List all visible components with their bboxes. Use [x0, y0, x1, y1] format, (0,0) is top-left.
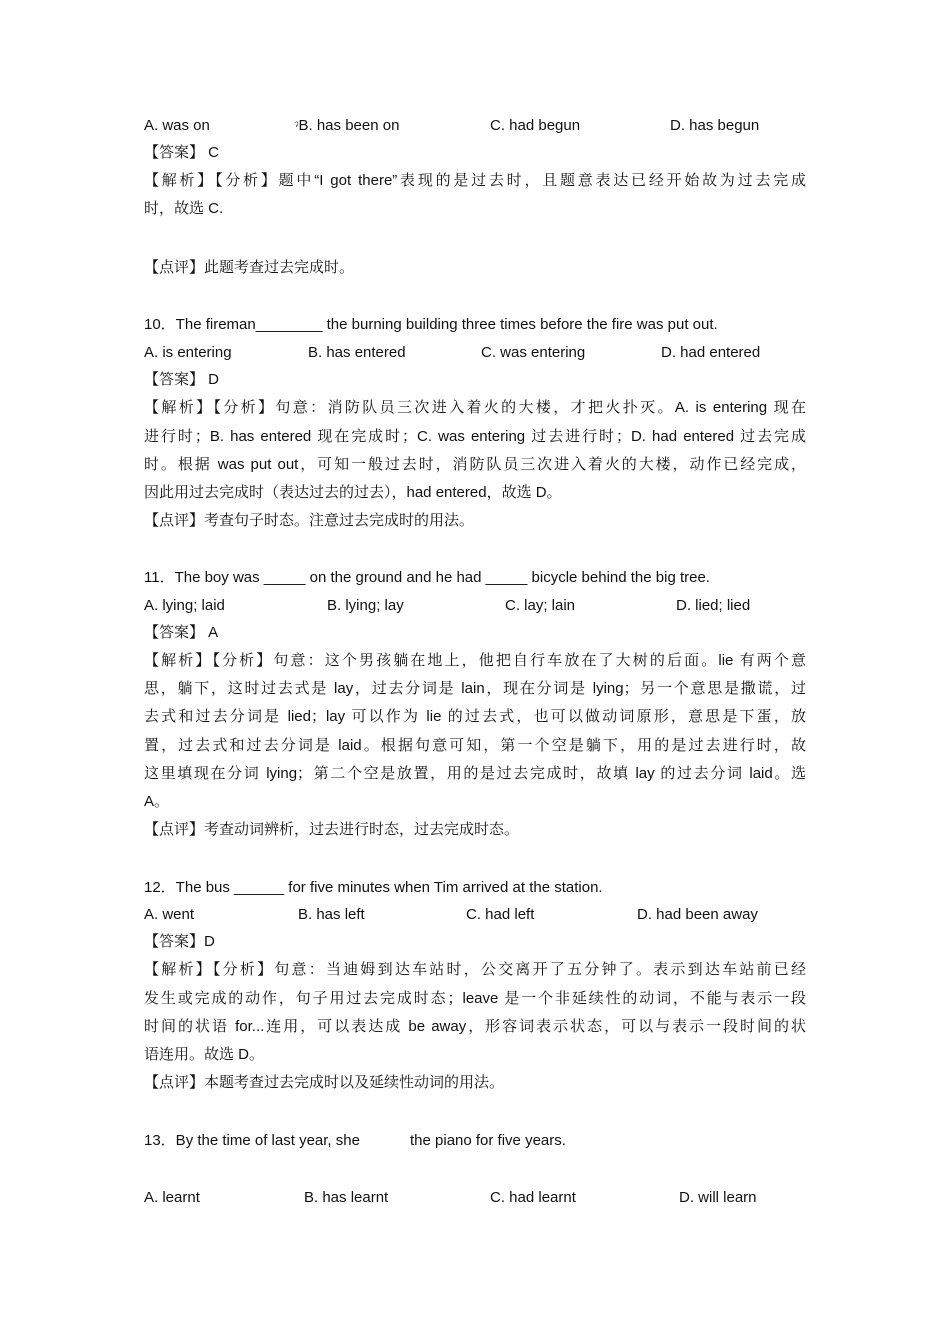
q9-option-c: C. had begun [490, 117, 581, 134]
q11-analysis-line: A。 [144, 793, 170, 810]
q13-option-b: B. has learnt [304, 1189, 389, 1206]
q12-analysis-line: 发生或完成的动作，句子用过去完成时态；leave 是一个非延续性的动词，不能与表示一段 [144, 990, 806, 1007]
q10-analysis-line: 因此用过去完成时（表达过去的过去），had entered，故选 D。 [144, 484, 562, 501]
q12-stem: 12．The bus ______ for five minutes when Tim arrived at the station. [144, 879, 603, 896]
q11-analysis-line: 这里填现在分词 lying；第二个空是放置，用的是过去完成时，故填 lay 的过去分词 laid。选 [144, 765, 806, 782]
q11-comment: 【点评】考查动词辨析，过去进行时态，过去完成时态。 [144, 821, 520, 838]
q9-comment: 【点评】此题考查过去完成时。 [144, 259, 355, 276]
q12-analysis-line: 【解析】【分析】句意：当迪姆到达车站时，公交离开了五分钟了。表示到达车站前已经 [144, 961, 806, 978]
q10-option-d: D. had entered [661, 344, 761, 361]
q10-stem: 10．The fireman________ the burning building three times before the fire was put out. [144, 316, 718, 333]
q11-analysis-line: 【解析】【分析】句意：这个男孩躺在地上，他把自行车放在了大树的后面。lie 有两个意 [144, 652, 806, 669]
q13-stem-start: 13．By the time of last year, she [144, 1132, 360, 1149]
q13-option-a: A. learnt [144, 1189, 200, 1206]
q11-answer: 【答案】 A [144, 624, 219, 641]
q11-analysis-line: 置，过去式和过去分词是 laid。根据句意可知，第一个空是躺下，用的是过去进行时，故 [144, 737, 806, 754]
q13-option-d: D. will learn [679, 1189, 757, 1206]
q9-option-a: A. was on [144, 117, 210, 134]
q12-comment: 【点评】本题考查过去完成时以及延续性动词的用法。 [144, 1074, 505, 1091]
q12-option-c: C. had left [466, 906, 535, 923]
q11-stem: 11．The boy was _____ on the ground and he had _____ bicycle behind the big tree. [144, 569, 710, 586]
q11-analysis-line: 思，躺下，这时过去式是 lay，过去分词是 lain，现在分词是 lying；另一个意思是撒谎，过 [144, 680, 806, 697]
q12-option-d: D. had been away [637, 906, 758, 923]
q9-analysis-line: 【解析】【分析】题中“I got there”表现的是过去时，且题意表达已经开始故为过去完成 [144, 172, 806, 189]
q11-option-d: D. lied; lied [676, 597, 751, 614]
stray-mark: ʔ [295, 122, 299, 130]
q10-analysis-line: 进行时；B. has entered 现在完成时；C. was entering 过去进行时；D. had entered 过去完成 [144, 428, 806, 445]
q9-answer: 【答案】 C [144, 144, 220, 161]
q11-option-c: C. lay; lain [505, 597, 576, 614]
q9-option-d: D. has begun [670, 117, 760, 134]
q11-option-a: A. lying; laid [144, 597, 225, 614]
q10-option-a: A. is entering [144, 344, 232, 361]
q13-option-c: C. had learnt [490, 1189, 576, 1206]
q9-option-b-label: B. has been on [298, 117, 400, 134]
q12-answer: 【答案】D [144, 933, 215, 950]
q10-analysis-line: 时。根据 was put out，可知一般过去时，消防队员三次进入着火的大楼，动作已经完成， [144, 456, 806, 473]
q12-option-b: B. has left [298, 906, 365, 923]
q12-analysis-line: 时间的状语 for...连用，可以表达成 be away，形容词表示状态，可以与表示一段时间的状 [144, 1018, 806, 1035]
q13-stem-end: the piano for five years. [410, 1132, 566, 1149]
q12-analysis-line: 语连用。故选 D。 [144, 1046, 265, 1063]
q9-option-b [295, 116, 399, 136]
q10-comment: 【点评】考查句子时态。注意过去完成时的用法。 [144, 512, 475, 529]
q10-option-c: C. was entering [481, 344, 586, 361]
q12-option-a: A. went [144, 906, 195, 923]
q10-answer: 【答案】 D [144, 371, 220, 388]
q11-option-b: B. lying; lay [327, 597, 404, 614]
q10-option-b: B. has entered [308, 344, 406, 361]
q9-analysis-line: 时，故选 C. [144, 200, 224, 217]
q11-analysis-line: 去式和过去分词是 lied；lay 可以作为 lie 的过去式，也可以做动词原形，意思是下蛋，放 [144, 708, 806, 725]
q10-analysis-line: 【解析】【分析】句意：消防队员三次进入着火的大楼，才把火扑灭。A. is entering 现在 [144, 399, 806, 416]
